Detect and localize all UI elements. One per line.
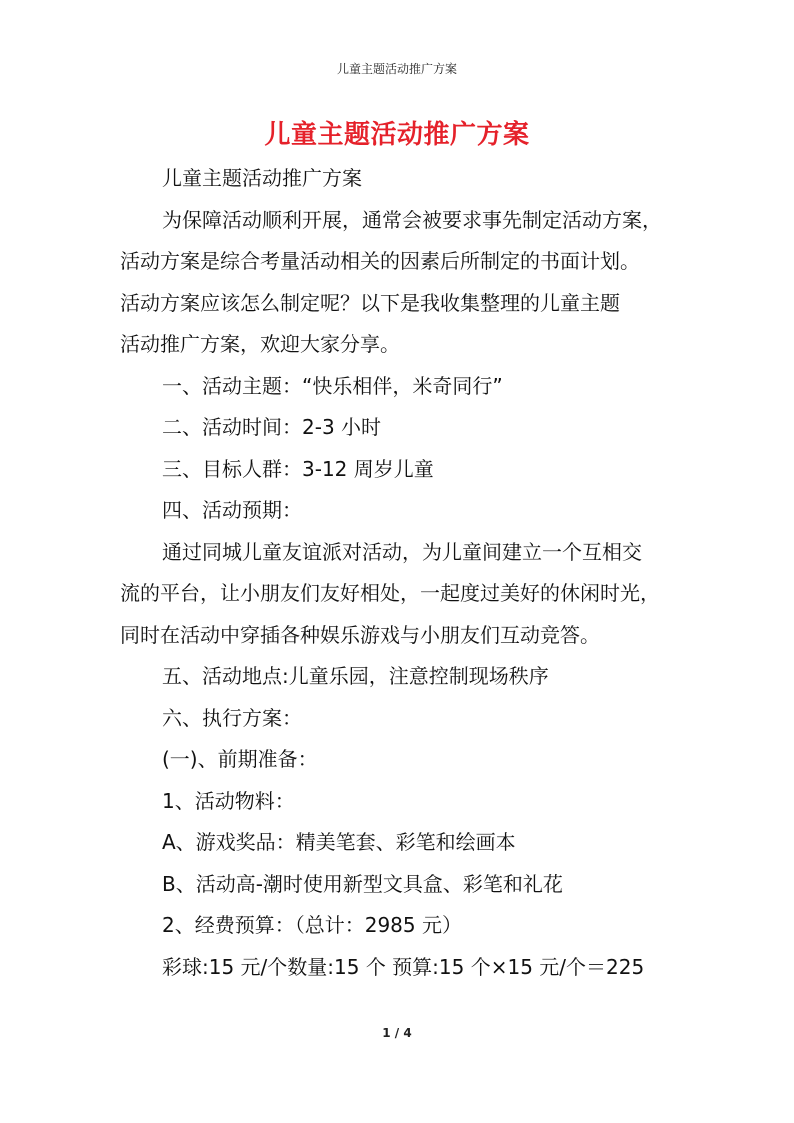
item-audience: 三、目标人群：3-12 周岁儿童: [162, 456, 434, 481]
item-theme: 一、活动主题：“快乐相伴，米奇同行”: [162, 373, 503, 398]
item-plan: 六、执行方案：: [162, 705, 302, 730]
subtitle: 儿童主题活动推广方案: [162, 166, 362, 190]
page-indicator: 1 / 4: [382, 1026, 412, 1040]
item-materials: 1、活动物料：: [162, 788, 295, 813]
item-location: 五、活动地点:儿童乐园，注意控制现场秩序: [162, 664, 549, 688]
document-title: 儿童主题活动推广方案: [264, 120, 530, 150]
item-budget: 2、经费预算：（总计：2985 元）: [162, 913, 462, 937]
item-prizes: A、游戏奖品：精美笔套、彩笔和绘画本: [162, 830, 516, 854]
item-time: 二、活动时间：2-3 小时: [162, 415, 382, 439]
expectation-line: 流的平台，让小朋友们友好相处，一起度过美好的休闲时光，: [120, 581, 660, 605]
intro-line: 活动推广方案，欢迎大家分享。: [120, 332, 400, 356]
item-balloons: 彩球:15 元/个数量:15 个 预算:15 个×15 元/个＝225: [162, 954, 645, 979]
document-body: [120, 158, 680, 988]
item-prep: (一)、前期准备：: [162, 747, 318, 771]
intro-paragraph: [120, 200, 680, 366]
running-header: 儿童主题活动推广方案: [336, 62, 457, 76]
intro-line: 活动方案应该怎么制定呢？以下是我收集整理的儿童主题: [120, 290, 620, 315]
item-activity-high: B、活动高-潮时使用新型文具盒、彩笔和礼花: [162, 871, 563, 896]
expectation-paragraph: [120, 532, 680, 657]
intro-line: 活动方案是综合考量活动相关的因素后所制定的书面计划。: [120, 249, 640, 273]
item-expectation: 四、活动预期：: [162, 498, 302, 522]
intro-line: 为保障活动顺利开展，通常会被要求事先制定活动方案，: [162, 207, 662, 232]
expectation-line: 通过同城儿童友谊派对活动，为儿童间建立一个互相交: [162, 539, 642, 564]
expectation-line: 同时在活动中穿插各种娱乐游戏与小朋友们互动竞答。: [120, 622, 600, 647]
